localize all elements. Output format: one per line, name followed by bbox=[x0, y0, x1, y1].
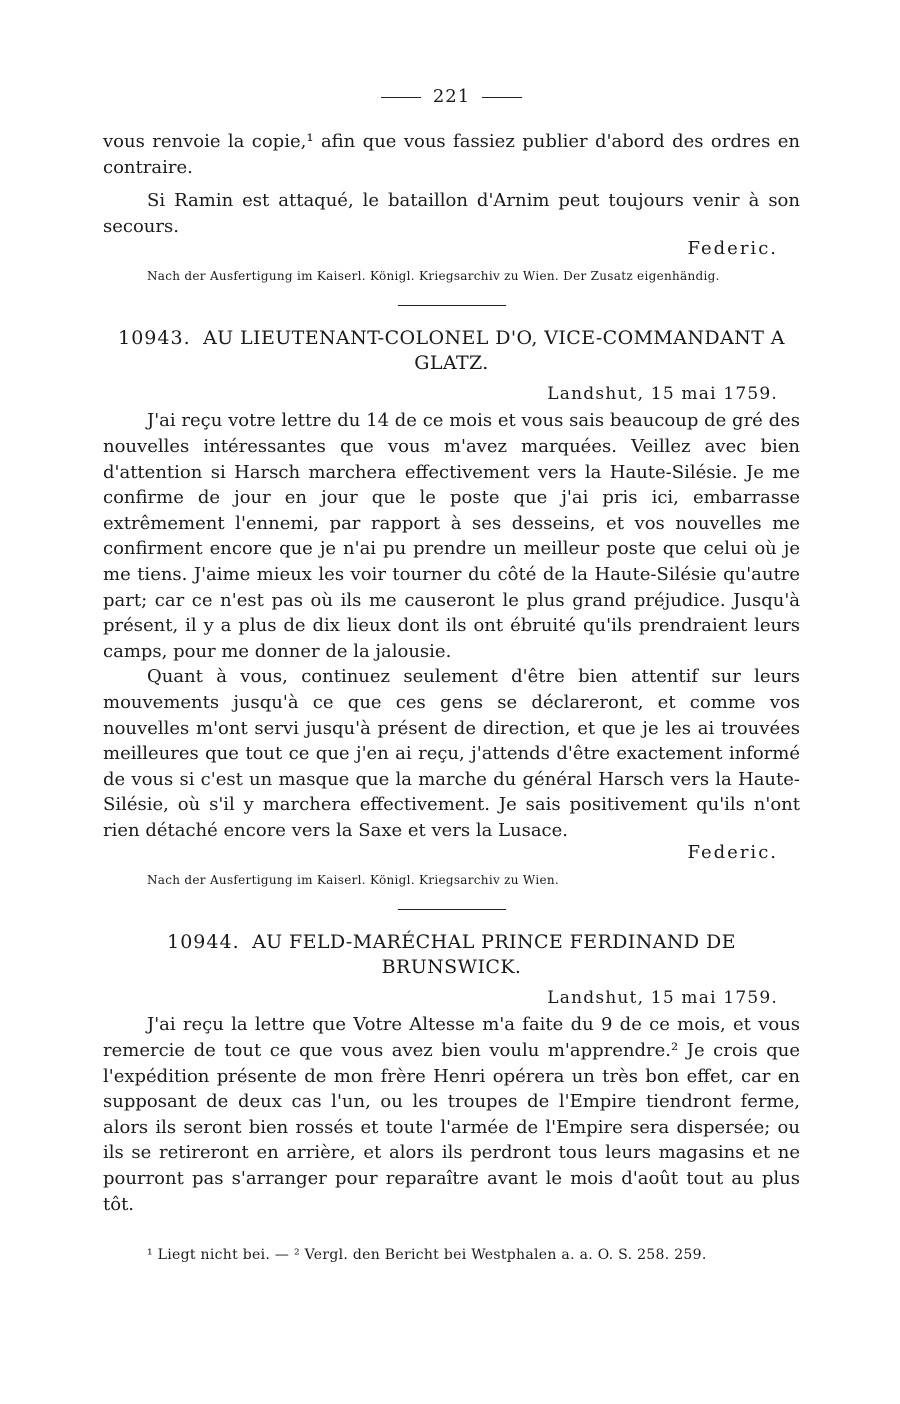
source-note-previous: Nach der Ausfertigung im Kaiserl. Königl. Kriegsarchiv zu Wien. Der Zusatz eigenhändig. bbox=[147, 269, 720, 284]
letter-heading-10943 bbox=[103, 326, 800, 376]
letter-paragraph: Quant à vous, continuez seulement d'être bien attentif sur leurs mouvements jusqu'à ce que ces gens se déclareront, et comme vos nouvelles m'ont servi jusqu'à présent de direction, et que je les ai trouvées meilleures que tout ce que j'en ai reçu, j'attends d'être exactement informé de vous si c'est un masque que la marche du général Harsch vers la Haute-Silésie, où s'il y marchera effectivement. Je sais positivement qu'ils n'ont rien détaché encore vers la Saxe et vers la Lusace. bbox=[103, 666, 800, 841]
letter-dateline: Landshut, 15 mai 1759. bbox=[547, 988, 778, 1009]
page-header bbox=[103, 86, 800, 107]
continuation-paragraph: vous renvoie la copie,¹ afin que vous fassiez publier d'abord des ordres en contraire. bbox=[103, 131, 800, 178]
section-divider bbox=[398, 305, 506, 306]
section-divider bbox=[398, 909, 506, 910]
source-note: Nach der Ausfertigung im Kaiserl. Königl. Kriegsarchiv zu Wien. bbox=[147, 873, 560, 888]
postscript-paragraph: Si Ramin est attaqué, le bataillon d'Arnim peut toujours venir à son secours. bbox=[103, 190, 800, 237]
letter-signature: Federic. bbox=[687, 842, 778, 864]
letter-paragraph: J'ai reçu la lettre que Votre Altesse m'a faite du 9 de ce mois, et vous remercie de tout ce que vous avez bien voulu m'apprendre.² Je crois que l'expédition présente de mon frère Henri opérera un très bon effet, car en supposant de deux cas l'un, ou les troupes de l'Empire tiendront ferme, alors ils seront bien rossés et toute l'armée de l'Empire sera dispersée; ou ils se retireront en arrière, et alors ils perdront tous leurs magasins et ne pourront pas s'arranger pour reparaître avant le mois d'août tout au plus tôt. bbox=[103, 1014, 800, 1215]
letter-number: 10943. bbox=[118, 327, 191, 350]
header-dash-left bbox=[381, 97, 421, 98]
letter-recipient: AU FELD-MARÉCHAL PRINCE FERDINAND DE BRUNSWICK. bbox=[252, 931, 736, 979]
letter-heading-10944 bbox=[103, 930, 800, 980]
document-page bbox=[103, 86, 800, 1265]
signature-previous: Federic. bbox=[687, 238, 778, 260]
letter-paragraph: J'ai reçu votre lettre du 14 de ce mois et vous sais beaucoup de gré des nouvelles intéressantes que vous m'avez marquées. Veillez avec bien d'attention si Harsch marchera effectivement vers la Haute-Silésie. Je me confirme de jour en jour que le poste que j'ai pris ici, embarrasse extrêmement l'ennemi, par rapport à ses desseins, et vos nouvelles me confirment encore que je n'ai pu prendre un meilleur poste que celui où je me tiens. J'aime mieux les voir tourner du côté de la Haute-Silésie qu'autre part; car ce n'est pas où ils me causeront le plus grand préjudice. Jusqu'à présent, il y a plus de dix lieux dont ils ont ébruité qu'ils prendraient leurs camps, pour me donner de la jalousie. bbox=[103, 410, 800, 662]
page-number: 221 bbox=[432, 86, 471, 107]
footnotes: ¹ Liegt nicht bei. — ² Vergl. den Bericht bei Westphalen a. a. O. S. 258. 259. bbox=[147, 1247, 707, 1264]
letter-dateline: Landshut, 15 mai 1759. bbox=[547, 384, 778, 405]
letter-recipient: AU LIEUTENANT-COLONEL D'O, VICE-COMMANDANT A GLATZ. bbox=[203, 327, 785, 375]
header-dash-right bbox=[482, 97, 522, 98]
letter-number: 10944. bbox=[167, 931, 240, 954]
